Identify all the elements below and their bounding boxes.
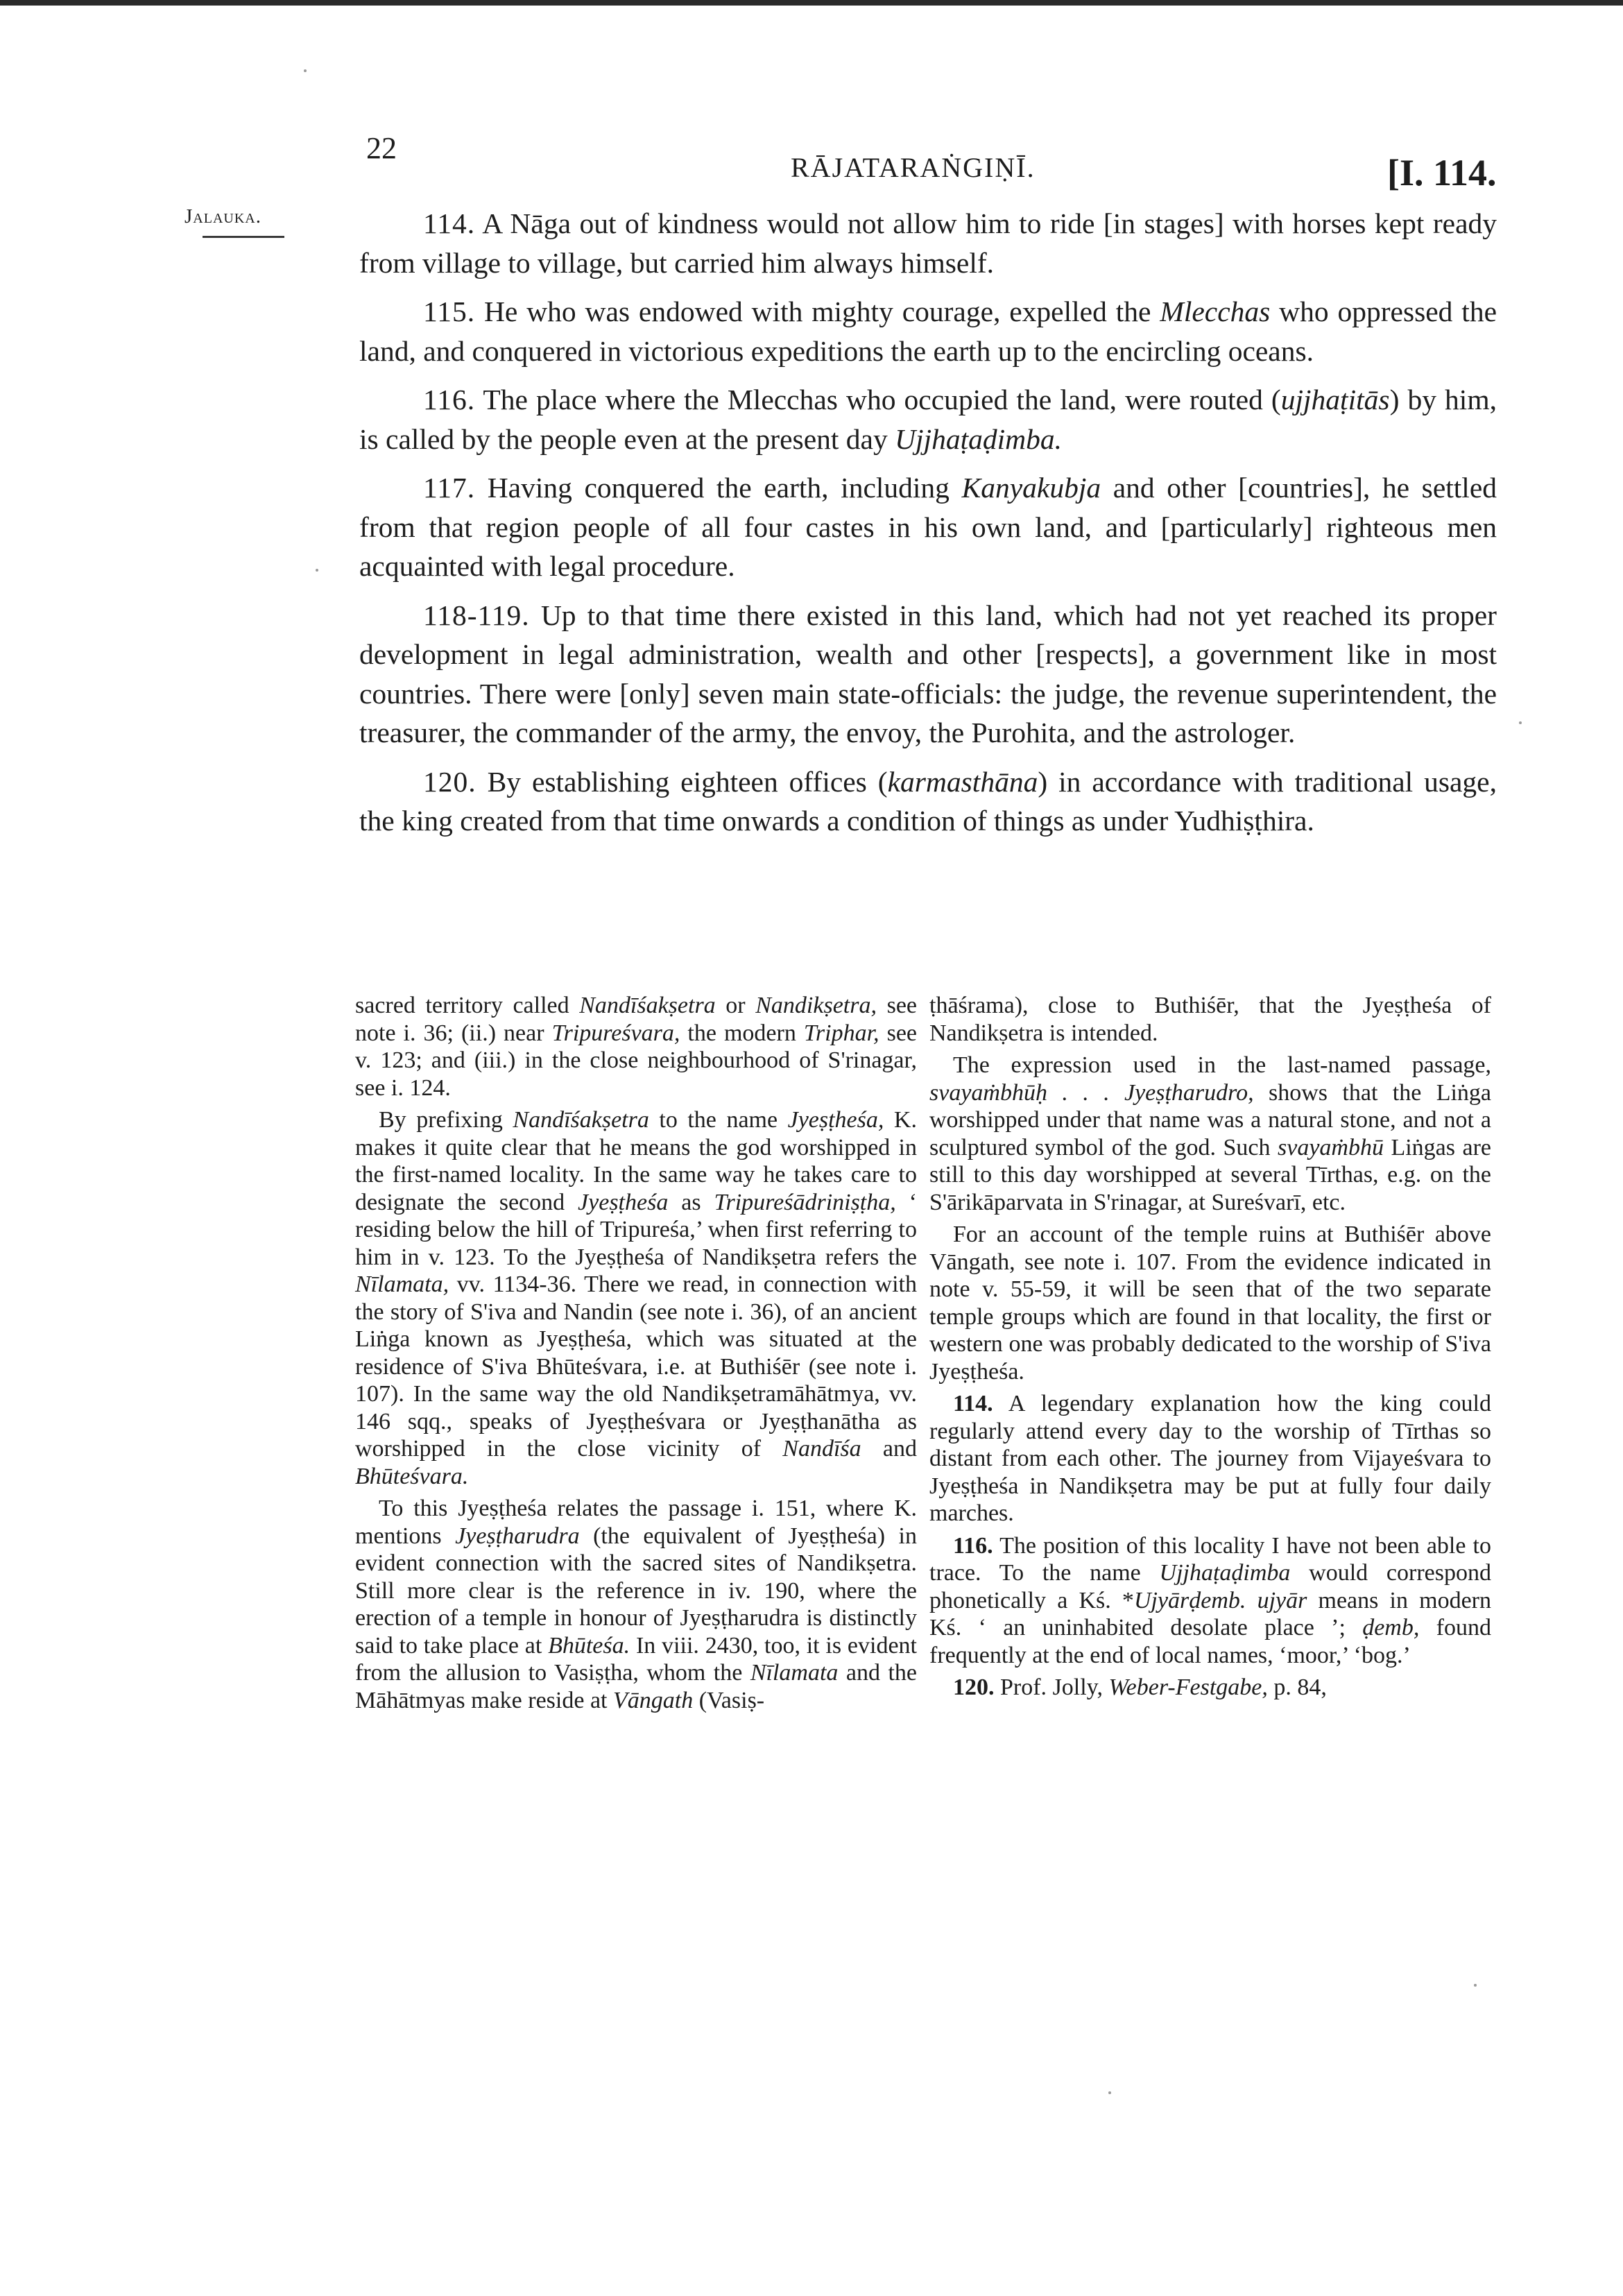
verse-number: 114. (423, 207, 476, 239)
text-run: means in modern Kś. ‘ an uninhabited desolate place ’; (929, 1587, 1491, 1640)
italic-term: svayaṁbhūḥ . . . Jyeṣṭharudro, (929, 1079, 1254, 1106)
page-number: 22 (366, 131, 397, 165)
print-speck (316, 569, 318, 572)
footnote-verse-ref: 120. (953, 1674, 995, 1700)
text-run: The expression used in the last-named passage, (953, 1052, 1491, 1078)
text-run: A legendary explanation how the king could regularly attend every day to the worship of Tīrthas so distant from each other. The journey from Vijayeśvara to Jyeṣṭheśa in Nandikṣetra may be put at fully four daily marches. (929, 1391, 1491, 1526)
text-run: (Vasiṣ- (693, 1687, 765, 1713)
top-edge-rule (0, 0, 1623, 6)
footnote-paragraph (929, 1221, 1491, 1385)
footnote-paragraph (929, 992, 1491, 1047)
italic-term: Weber-Festgabe, (1108, 1674, 1268, 1700)
translation-text (359, 204, 1497, 850)
verse-number: 116. (423, 384, 476, 415)
text-run: found frequently at the end of local names, ‘moor,’ ‘bog.’ (929, 1615, 1491, 1668)
text-run: A Nāga out of kindness would not allow him to ride [in stages] with horses kept ready from village to village, but carried him always himself. (359, 207, 1497, 279)
italic-term: Nandīśa (782, 1436, 861, 1462)
text-run: (the equivalent of Jyeṣṭheśa) in evident connection with the sacred sites of Nandikṣetra. Still more clear is the reference in iv. 190, where the erection of a temple in honour of Jyeṣṭharudra is distinctly said to take place at (355, 1523, 917, 1659)
text-run: By prefixing (379, 1107, 513, 1133)
italic-term: Nandīśakṣetra (513, 1107, 649, 1133)
text-run: Prof. (994, 1674, 1053, 1700)
text-run: would correspond phonetically a Kś. * (929, 1560, 1491, 1613)
verse-number: 115. (423, 295, 476, 327)
text-run: as (668, 1189, 714, 1215)
italic-term: ujjhaṭitās (1280, 384, 1390, 415)
text-run: ‘ residing below the hill of Tripureśa,’ when first referring to him in v. 123. To the Jyeṣṭheśa of Nandikṣetra refers the (355, 1189, 917, 1270)
text-run: who oppressed the land, and conquered in victorious expeditions the earth up to the encircling oceans. (359, 295, 1497, 367)
text-run: ṭhāśrama), close to Buthiśēr, that the Jyeṣṭheśa of Nandikṣetra is intended. (929, 993, 1491, 1046)
text-run: K. makes it quite clear that he means the god worshipped in the first-named locality. In the same way he takes care to designate the second (355, 1107, 917, 1215)
italic-term: Jyeṣṭheśa, (787, 1107, 884, 1133)
text-run: The place where the Mlecchas who occupied the land, were routed ( (475, 384, 1281, 415)
italic-term: Bhūteśvara. (355, 1463, 469, 1489)
verse-paragraph (359, 468, 1497, 586)
text-run: to the name (649, 1107, 788, 1133)
italic-term: Nandikṣetra, (755, 993, 877, 1018)
print-speck (1474, 1984, 1477, 1987)
italic-term: karmasthāna (887, 765, 1038, 798)
print-speck (1108, 2091, 1111, 2094)
text-run: He who was endowed with mighty courage, expelled the (475, 295, 1160, 327)
footnote-paragraph (355, 1495, 917, 1714)
italic-term: Mlecchas (1160, 295, 1271, 327)
text-run: To this Jyeṣṭheśa relates the passage i. 151, where K. mentions (355, 1496, 917, 1549)
italic-term: Nandīśakṣetra (579, 993, 716, 1018)
text-run: p. 84, (1267, 1674, 1327, 1700)
text-run: Liṅgas are still to this day worshipped at several Tīrthas, e.g. on the S'ārikāparvata in S'rinagar, at Sureśvarī, etc. (929, 1134, 1491, 1215)
italic-term: Ujjhaṭaḍimba. (895, 422, 1063, 455)
text-run: By establishing eighteen offices ( (476, 765, 888, 798)
verse-paragraph (359, 292, 1497, 370)
italic-term: Ujjhaṭaḍimba (1159, 1560, 1291, 1586)
text-run: ) in accordance with traditional usage, the king created from that time onwards a condition of things as under Yudhiṣṭhira. (359, 765, 1497, 837)
verse-number: 118-119. (423, 599, 530, 631)
text-run: Up to that time there existed in this land, which had not yet reached its proper development in legal administration, wealth and other [respects], a government like in most countries. There were [only] seven main state-officials: the judge, the revenue superintendent, the treasurer, the commander of the army, the envoy, the Purohita, and the astrologer. (359, 599, 1497, 748)
footnote-paragraph (929, 1052, 1491, 1216)
text-run: see note i. 36; (ii.) near (355, 993, 917, 1046)
italic-term: Kanyakubja (961, 472, 1101, 504)
italic-term: Nīlamata, (355, 1271, 449, 1297)
footnote-paragraph (929, 1532, 1491, 1670)
footnote-paragraph (355, 1106, 917, 1490)
italic-term: Tripureśvara, (551, 1020, 680, 1046)
verse-paragraph (359, 204, 1497, 282)
running-title: RĀJATARAṄGIṆĪ. (791, 152, 1036, 183)
italic-term: Bhūteśa. (548, 1632, 630, 1659)
text-run: see v. 123; and (iii.) in the close neighbourhood of S'rinagar, see i. 124. (355, 1020, 917, 1101)
verse-paragraph (359, 596, 1497, 753)
text-run: In viii. 2430, too, it is evident from the allusion to Vasiṣṭha, whom the (355, 1632, 917, 1686)
italic-term: Jyeṣṭheśa (578, 1189, 669, 1215)
text-run: The position of this locality I have not been able to trace. To the name (929, 1532, 1491, 1586)
print-speck (304, 69, 307, 72)
italic-term: Jyeṣṭharudra (455, 1523, 580, 1549)
italic-term: Vāngath (612, 1687, 694, 1713)
footnote-paragraph (929, 1390, 1491, 1527)
section-reference: [I. 114. (1387, 152, 1497, 194)
text-run: the modern (680, 1020, 804, 1046)
verse-paragraph (359, 380, 1497, 459)
text-run: Having conquered the earth, including (475, 472, 962, 504)
italic-term: Tripureśādriniṣṭha, (714, 1189, 896, 1215)
italic-term: ḍemb, (1362, 1615, 1420, 1640)
margin-rule (203, 236, 284, 238)
text-run: or (715, 993, 756, 1018)
footnote-verse-ref: 114. (953, 1391, 993, 1416)
footnote-verse-ref: 116. (953, 1532, 993, 1559)
footnote-paragraph (355, 992, 917, 1102)
italic-term: Nīlamata (750, 1660, 839, 1686)
italic-term: Ujyārḍemb. ujyār (1133, 1587, 1307, 1613)
italic-term: Triphar, (803, 1020, 879, 1046)
text-run: Jolly, (1052, 1674, 1103, 1700)
margin-label: Jalauka. (184, 205, 261, 228)
verse-paragraph (359, 762, 1497, 841)
text-run: ) by him, is called by the people even at the present day (359, 384, 1497, 455)
footnote-paragraph (929, 1674, 1491, 1702)
text-run: vv. 1134-36. There we read, in connection with the story of S'iva and Nandin (see note i. 36), of an ancient Liṅga known as Jyeṣṭheśa, which was situated at the residence of S'iva Bhūteśvara, i.e. at Buthiśēr (see note i. 107). In the same way the old Nandikṣetramāhātmya, vv. 146 sqq., speaks of Jyeṣṭheśvara or Jyeṣṭhanātha as worshipped in the close vicinity of (355, 1271, 917, 1462)
text-run: and (861, 1436, 917, 1462)
text-run: and other [countries], he settled from that region people of all four castes in his own land, and [particularly] righteous men acquainted with legal procedure. (359, 472, 1497, 582)
text-run: sacred territory called (355, 993, 580, 1018)
footnotes-right-column (929, 992, 1491, 1706)
text-run: For an account of the temple ruins at Buthiśēr above Vāngath, see note i. 107. From the evidence indicated in note v. 55-59, it will be seen that of the two separate temple groups which are found in that locality, the first or western one was probably dedicated to the worship of S'iva Jyeṣṭheśa. (929, 1222, 1491, 1385)
italic-term: svayaṁbhū (1278, 1134, 1384, 1160)
footnotes-left-column (355, 992, 917, 1719)
print-speck (1519, 721, 1522, 724)
verse-number: 117. (423, 472, 476, 504)
text-run: and the Māhātmyas make reside at (355, 1660, 917, 1713)
verse-number: 120. (423, 765, 476, 798)
text-run: shows that the Liṅga worshipped under that name was a natural stone, and not a sculptured symbol of the god. Such (929, 1079, 1491, 1160)
